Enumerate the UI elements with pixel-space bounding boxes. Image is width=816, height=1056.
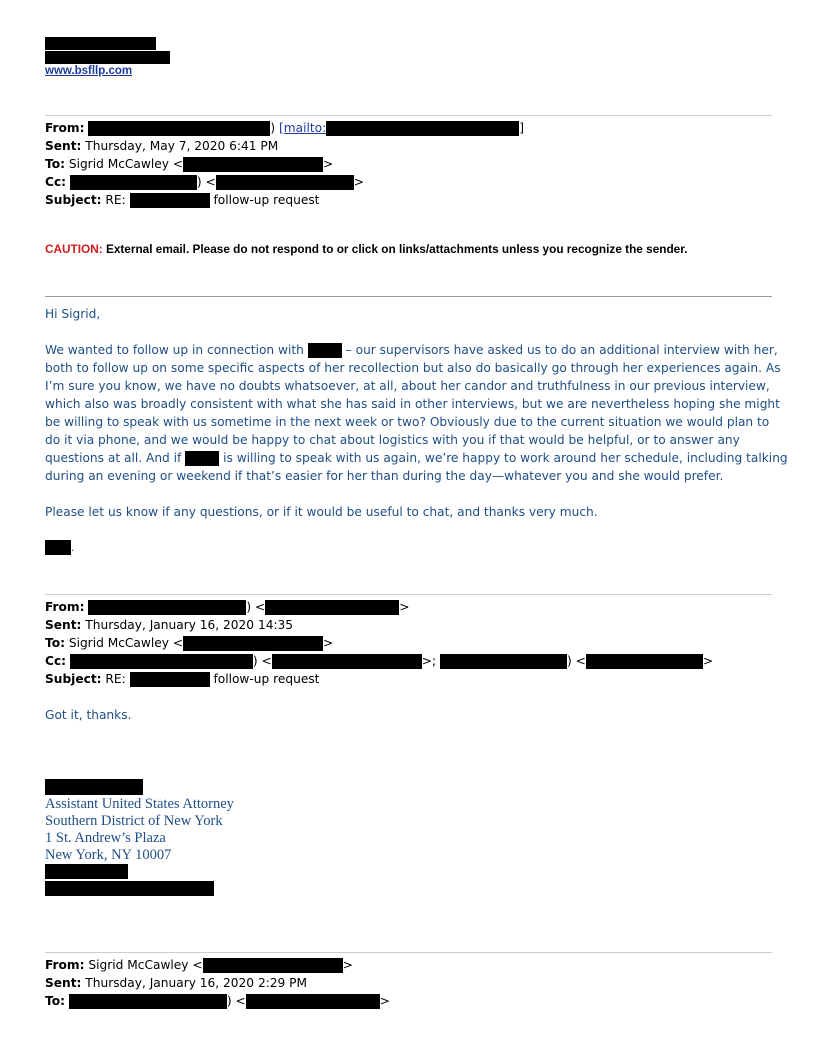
greeting: Hi Sigrid, [45,307,101,321]
signature-address: 1 St. Andrew’s Plaza [45,830,166,846]
divider [45,594,772,595]
signature-city: New York, NY 10007 [45,847,172,863]
email2-sent: Sent: Thursday, January 16, 2020 14:35 [45,618,294,632]
email2-subject: Subject: RE: follow-up request [45,672,320,686]
divider [45,296,772,297]
divider [45,115,772,116]
reply-text: Got it, thanks. [45,708,132,722]
redaction-block [45,37,156,50]
redaction-block [45,540,71,555]
redaction-block [216,175,354,190]
website-link[interactable]: www.bsfllp.com [45,65,133,77]
caution-banner: CAUTION: External email. Please do not respond to or click on links/attachments unless you recognize the sender. [45,242,688,256]
email2-cc: Cc: ) < >; ) < > [45,654,714,668]
redaction-block [586,654,703,669]
body-line: during an evening or weekend if that’s easier for her than during the day—whatever you and she would prefer. [45,469,724,483]
email2-from: From: ) < > [45,600,410,614]
body-line: I’m sure you know, we have no doubts whatsoever, at all, about her candor and truthfulness in our previous interview, [45,379,770,393]
email1-from: From: ) [mailto: ] [45,121,525,135]
redaction-block [183,157,323,172]
body-line: which also was broadly consistent with what she has said in other interviews, but we are nevertheless hoping she might [45,397,780,411]
redaction-block [70,654,253,669]
redaction-block [183,636,323,651]
body-line: be willing to speak with us sometime in the next week or two? Obviously due to the current situation we would plan to [45,415,770,429]
redaction-block [130,193,210,208]
email1-sent: Sent: Thursday, May 7, 2020 6:41 PM [45,139,279,153]
email2-to: To: Sigrid McCawley < > [45,636,334,650]
signature-office: Southern District of New York [45,813,223,829]
redaction-block [45,779,143,795]
body-line: questions at all. And if is willing to speak with us again, we’re happy to work around her schedule, including talking [45,451,788,465]
email3-sent: Sent: Thursday, January 16, 2020 2:29 PM [45,976,308,990]
redaction-block [70,175,197,190]
divider [45,952,772,953]
email3-from: From: Sigrid McCawley < > [45,958,353,972]
redaction-block [185,451,219,466]
email3-to: To: ) < > [45,994,390,1008]
body-line: do it via phone, and we would be happy to chat about logistics with you if that would be helpful, or to answer any [45,433,740,447]
redaction-block [88,121,270,136]
redaction-block [203,958,343,973]
redaction-block [130,672,210,687]
email1-subject: Subject: RE: follow-up request [45,193,320,207]
redaction-block [440,654,567,669]
redaction-block [308,343,342,358]
redaction-block [265,600,399,615]
redaction-block [45,51,170,64]
redaction-block [88,600,246,615]
redaction-block [246,994,380,1009]
email1-cc: Cc: ) < > [45,175,364,189]
body-line: We wanted to follow up in connection with – our supervisors have asked us to do an additional interview with her, [45,343,778,357]
signature-title: Assistant United States Attorney [45,796,234,812]
email1-to: To: Sigrid McCawley < > [45,157,334,171]
closing-line: Please let us know if any questions, or if it would be useful to chat, and thanks very much. [45,505,598,519]
redaction-block [69,994,227,1009]
body-line: both to follow up on some specific aspects of her recollection but also do basically go through her experiences again. As [45,361,781,375]
redaction-block [326,121,519,136]
redaction-block [272,654,422,669]
mailto-link[interactable]: [mailto: [279,121,327,135]
period: . [71,540,75,554]
redaction-block [45,864,128,879]
redaction-block [45,881,214,896]
